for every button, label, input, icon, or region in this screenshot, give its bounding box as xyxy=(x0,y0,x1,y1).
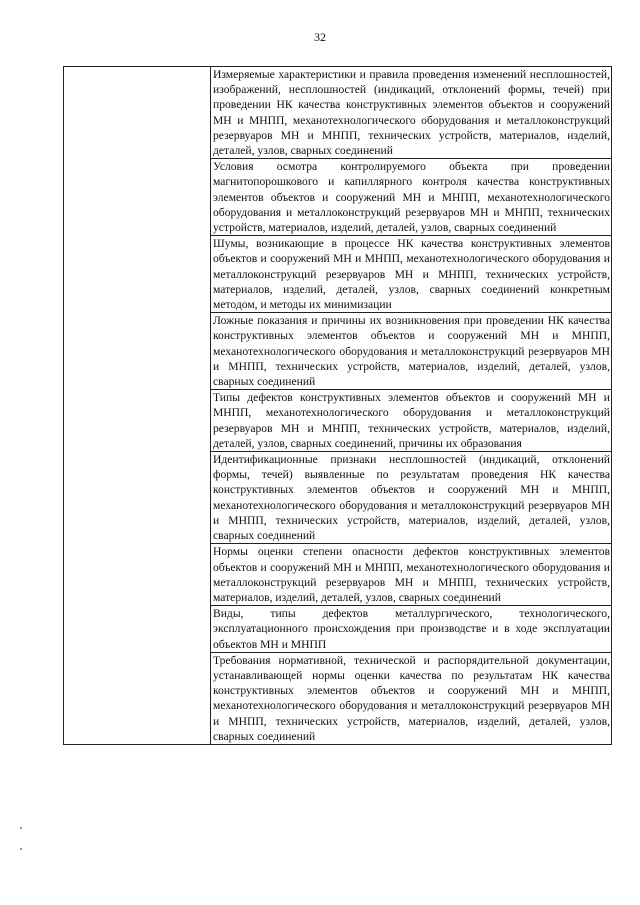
requirements-table xyxy=(63,66,612,745)
cell-text: Измеряемые характеристики и правила проведения изменений несплошностей, изображений, несплошностей (индикаций, отклонений формы, течей) при проведении НК качества конструктивных элементов объектов и сооружений МН и МНПП, механотехнологического оборудования и металлоконструкций резервуаров МН и МНПП, технических устройств, материалов, изделий, деталей, узлов, сварных соединений xyxy=(213,68,610,158)
page-number: 32 xyxy=(314,30,326,44)
cell-text: Требования нормативной, технической и распорядительной документации, устанавливающей нормы оценки качества по результатам НК качества конструктивных элементов объектов и сооружений МН и МНПП, механотехнологического оборудования и металлоконструкций резервуаров МН и МНПП, технических устройств, материалов, изделий, деталей, узлов, сварных соединений xyxy=(213,653,610,743)
table-cell xyxy=(211,452,612,544)
table-cell xyxy=(211,544,612,606)
table-cell xyxy=(211,159,612,236)
cell-text: Ложные показания и причины их возникновения при проведении НК качества конструктивных элементов объектов и сооружений МН и МНПП, механотехнологического оборудования и металлоконструкций резервуаров МН и МНПП, технических устройств, материалов, изделий, деталей, узлов, сварных соединений xyxy=(213,314,610,389)
table-left-column-cell xyxy=(64,67,211,745)
cell-text: Идентификационные признаки несплошностей (индикаций, отклонений формы, течей) выявленные по результатам проведения НК качества конструктивных элементов объектов и сооружений МН и МНПП, механотехнологического оборудования и металлоконструкций резервуаров МН и МНПП, технических устройств, материалов, изделий, деталей, узлов, сварных соединений xyxy=(213,453,610,543)
cell-text: Шумы, возникающие в процессе НК качества конструктивных элементов объектов и сооружений МН и МНПП, механотехнологического оборудования и металлоконструкций резервуаров МН и МНПП, технических устройств, материалов, изделий, деталей, узлов, сварных соединений конкретным методом, и методы их минимизации xyxy=(213,237,610,312)
cell-text: Типы дефектов конструктивных элементов объектов и сооружений МН и МНПП, механотехнологического оборудования и металлоконструкций резервуаров МН и МНПП, технических устройств, материалов, изделий, деталей, узлов, сварных соединений, причины их образования xyxy=(213,391,610,450)
scan-speck xyxy=(20,848,22,850)
table-cell xyxy=(211,606,612,653)
table-cell xyxy=(211,390,612,452)
table-row xyxy=(64,67,612,159)
cell-text: Виды, типы дефектов металлургического, технологического, эксплуатационного происхождения при производстве и в ходе эксплуатации объектов МН и МНПП xyxy=(213,607,610,651)
table-cell xyxy=(211,313,612,390)
scan-speck xyxy=(20,827,22,829)
cell-text: Условия осмотра контролируемого объекта при проведении магнитопорошкового и капиллярного контроля качества конструктивных элементов объектов и сооружений МН и МНПП, механотехнологического оборудования и металлоконструкций резервуаров МН и МНПП, технических устройств, материалов, изделий, деталей, узлов, сварных соединений xyxy=(213,160,610,235)
cell-text: Нормы оценки степени опасности дефектов конструктивных элементов объектов и сооружений МН и МНПП, механотехнологического оборудования и металлоконструкций резервуаров МН и МНПП, технических устройств, материалов, изделий, деталей, узлов, сварных соединений xyxy=(213,545,610,604)
table-cell xyxy=(211,67,612,159)
table-cell xyxy=(211,652,612,744)
table-cell xyxy=(211,236,612,313)
